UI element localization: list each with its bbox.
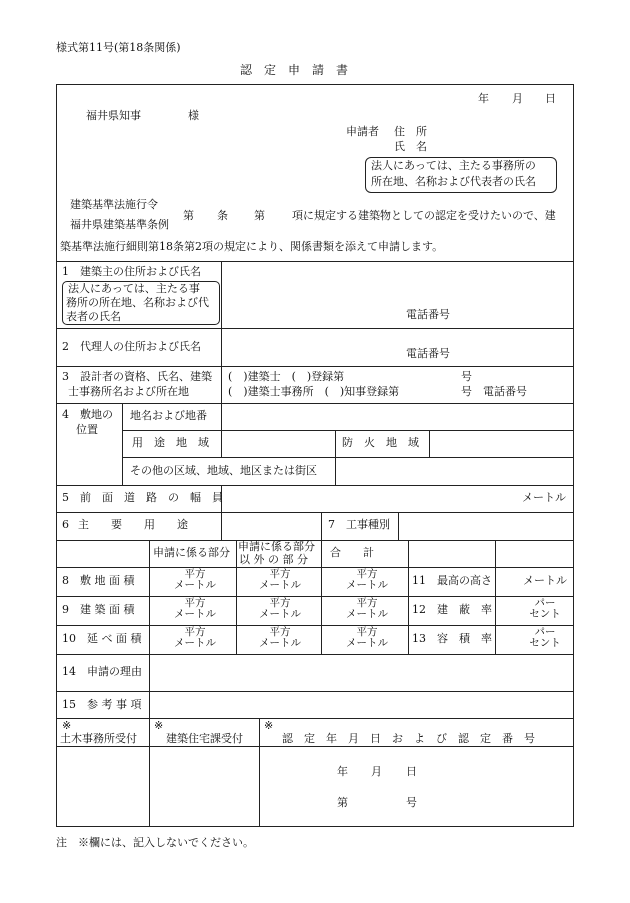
divider [56,596,574,597]
page-title: 認 定 申 請 書 [240,63,349,77]
divider [259,718,260,827]
site-address-label: 地名および地番 [130,409,207,422]
statement-law2: 福井県建築基準条例 [70,218,169,231]
date-day: 日 [545,92,556,105]
unit-line2: メートル [174,637,216,650]
unit-line1: 平方 [356,597,378,609]
unit-line2: メートル [174,608,216,621]
area-unit [250,569,310,591]
area-unit [165,598,225,620]
footnote: 注 ※欄には、記入しないでください。 [56,836,254,849]
road-unit: メートル [522,491,566,504]
divider [56,718,574,719]
area-unit [337,569,397,591]
statement-law1: 建築基準法施行令 [70,198,158,211]
fire-zone-label: 防 火 地 域 [342,436,419,449]
designer-line2-suffix: 号 電話番号 [461,385,527,398]
addressee-name: 福井県知事 [86,109,141,122]
divider [56,366,574,367]
applicant-note-line1: 法人にあっては、主たる事務所の [371,159,536,172]
agent-phone-label: 電話番号 [406,347,450,360]
divider [398,512,399,540]
divider [56,328,574,329]
applicant-note-line2: 所在地、名称および代表者の氏名 [371,175,536,188]
form-frame [56,84,574,827]
mark-civil: ※ [62,719,72,732]
applicant-name-label: 氏 名 [394,140,427,153]
applicant-address-label: 住 所 [394,125,427,138]
unit-line1: 平方 [356,626,378,638]
cert-label: 認 定 年 月 日 お よ び 認 定 番 号 [282,732,535,745]
unit-line2: セント [529,608,561,621]
designer-line1: ( )建築士 ( )登録第 [228,370,345,383]
divider [56,654,574,655]
area-header-other-line2: 以 外 の 部 分 [239,553,308,566]
unit-line1: 平方 [184,626,206,638]
divider [56,261,574,262]
area-unit [250,598,310,620]
unit-line1: パー [534,626,556,638]
divider [321,540,322,654]
divider [221,403,222,430]
cert-no-suffix: 号 [406,796,417,809]
max-height-label: 11 最高の高さ [412,574,492,587]
divider [56,512,574,513]
statement-article-unit: 条 [217,209,228,222]
addressee-honorific: 様 [188,109,199,122]
divider [495,540,496,654]
divider [408,540,409,654]
owner-note-line2: 務所の所在地、名称および代 [66,296,209,309]
divider [221,261,222,403]
divider [236,540,237,654]
unit-line2: メートル [259,608,301,621]
divider [56,625,574,626]
work-type-label: 7 工事種別 [328,518,390,531]
unit-line1: 平方 [184,568,206,580]
max-height-unit: メートル [523,574,567,587]
agent-label: 2 代理人の住所および氏名 [62,340,201,353]
usage-label: 主 要 用 途 [78,518,188,531]
owner-label: 1 建築主の住所および氏名 [62,265,201,278]
divider [429,430,430,457]
date-year: 年 [478,92,489,105]
site-area-label: 8 敷 地 面 積 [62,574,135,587]
unit-line2: メートル [259,637,301,650]
road-label: 5 前 面 道 路 の 幅 員 [62,491,223,504]
civil-office-label: 土木事務所受付 [60,732,137,745]
statement-line2: 築基準法施行細則第18条第2項の規定により、関係書類を添えて申請します。 [60,240,444,253]
divider [56,485,574,486]
divider [221,512,222,540]
cert-no-prefix: 第 [337,796,348,809]
divider [56,691,574,692]
coverage-unit [520,598,570,620]
site-label-line1: 4 敷地の [62,408,113,421]
designer-label-line1: 3 設計者の資格、氏名、建築 [62,370,212,383]
area-header-applied: 申請に係る部分 [153,546,230,559]
unit-line2: メートル [174,579,216,592]
divider [122,430,574,431]
floor-area-label: 10 延 べ 面 積 [62,632,142,645]
statement-clause: 第 [254,209,265,222]
unit-line1: パー [534,597,556,609]
reason-label: 14 申請の理由 [62,665,142,678]
unit-line2: メートル [346,637,388,650]
statement-clause-text: 項に規定する建築物としての認定を受けたいので、建 [292,209,556,222]
designer-label-line2: 士事務所名および所在地 [68,385,189,398]
unit-line1: 平方 [356,568,378,580]
area-unit [250,627,310,649]
divider [149,718,150,827]
unit-line2: メートル [346,579,388,592]
building-area-label: 9 建 築 面 積 [62,603,135,616]
divider [335,430,336,457]
divider [56,567,574,568]
divider [149,654,150,718]
usage-label-no: 6 [62,518,69,531]
divider [149,540,150,654]
unit-line1: 平方 [184,597,206,609]
area-unit [337,627,397,649]
divider [122,457,574,458]
housing-division-label: 建築住宅課受付 [166,732,243,745]
area-unit [337,598,397,620]
divider [56,746,574,747]
designer-line1-suffix: 号 [461,370,472,383]
owner-phone-label: 電話番号 [406,308,450,321]
owner-note-line3: 表者の氏名 [66,310,121,323]
divider [122,403,123,485]
use-zone-label: 用 途 地 域 [132,436,209,449]
site-label-line2: 位置 [76,423,98,436]
statement-article: 第 [183,209,194,222]
area-unit [165,627,225,649]
unit-line1: 平方 [269,597,291,609]
area-header-other-line1: 申請に係る部分 [238,540,315,553]
cert-day: 日 [406,765,417,778]
divider [221,430,222,457]
unit-line2: セント [529,637,561,650]
unit-line1: 平方 [269,626,291,638]
floor-area-ratio-label: 13 容 積 率 [412,632,492,645]
applicant-label: 申請者 [346,125,379,138]
cert-year: 年 [337,765,348,778]
mark-housing: ※ [154,719,164,732]
coverage-ratio-label: 12 建 蔽 率 [412,603,492,616]
divider [321,512,322,540]
unit-line1: 平方 [269,568,291,580]
divider [335,457,336,485]
divider [56,403,574,404]
form-number: 様式第11号(第18条関係) [56,41,181,54]
far-unit [520,627,570,649]
date-month: 月 [512,92,523,105]
other-zone-label: その他の区域、地域、地区または街区 [130,464,317,477]
remarks-label: 15 参 考 事 項 [62,698,142,711]
area-unit [165,569,225,591]
mark-cert: ※ [264,719,274,732]
area-header-total: 合 計 [330,546,374,559]
cert-month: 月 [371,765,382,778]
owner-note-line1: 法人にあっては、主たる事 [68,282,200,295]
unit-line2: メートル [259,579,301,592]
divider [56,540,574,541]
designer-line2: ( )建築士事務所 ( )知事登録第 [228,385,400,398]
unit-line2: メートル [346,608,388,621]
